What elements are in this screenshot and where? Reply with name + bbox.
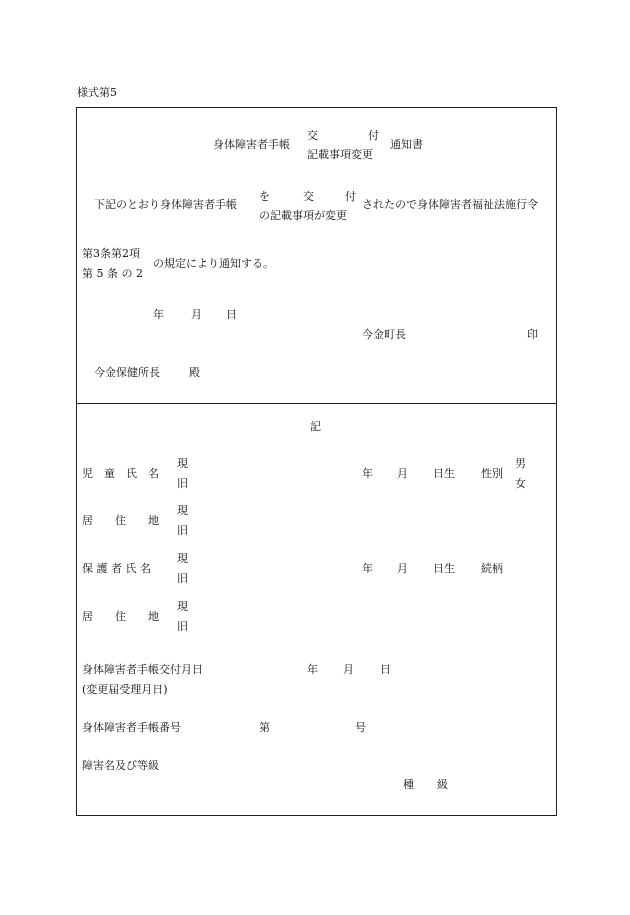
- statement-change: の記載事項が変更: [259, 209, 347, 222]
- child-sex-female: 女: [515, 477, 526, 490]
- statement-issue-kou: 交: [303, 190, 314, 203]
- child-sex-label: 性別: [481, 467, 503, 480]
- disability-grade: 級: [437, 778, 448, 791]
- child-old-mark: 旧: [177, 477, 188, 490]
- issue-date-year: 年: [307, 663, 318, 676]
- guardian-address-label: 居 住 地: [82, 610, 159, 623]
- guardian-name-label: 保 護 者 氏 名: [82, 562, 151, 575]
- child-sex-male: 男: [515, 457, 526, 470]
- title-prefix: 身体障害者手帳: [213, 138, 290, 151]
- statement-issue-fu: 付: [345, 190, 356, 203]
- form-number: 様式第5: [77, 86, 117, 99]
- guardian-address-current-mark: 現: [177, 600, 188, 613]
- statement-line1-end: されたので身体障害者福祉法施行令: [362, 198, 538, 211]
- child-birth-year: 年: [362, 467, 373, 480]
- child-address-label: 居 住 地: [82, 514, 159, 527]
- date-month: 月: [191, 308, 202, 321]
- guardian-birth-year: 年: [362, 562, 373, 575]
- date-year: 年: [153, 308, 164, 321]
- guardian-birth-month: 月: [397, 562, 408, 575]
- guardian-old-mark: 旧: [177, 572, 188, 585]
- ki-heading: 記: [310, 420, 321, 433]
- booklet-number-suffix: 号: [355, 721, 366, 734]
- statement-wo: を: [259, 190, 270, 203]
- booklet-number-label: 身体障害者手帳番号: [82, 721, 181, 734]
- seal-mark: 印: [527, 328, 538, 341]
- title-change: 記載事項変更: [307, 148, 373, 161]
- title-issue-fu: 付: [368, 129, 379, 142]
- booklet-number-prefix: 第: [259, 721, 270, 734]
- date-day: 日: [226, 308, 237, 321]
- title-issue-kou: 交: [307, 129, 318, 142]
- addressee-name: 今金保健所長: [94, 366, 160, 379]
- child-current-mark: 現: [177, 457, 188, 470]
- child-name-label: 児 童 氏 名: [82, 467, 159, 480]
- statement-ref1: 第3条第2項: [82, 247, 140, 260]
- guardian-birth-day: 日生: [433, 562, 455, 575]
- disability-type: 種: [403, 778, 414, 791]
- child-address-old-mark: 旧: [177, 524, 188, 537]
- child-birth-month: 月: [397, 467, 408, 480]
- child-address-current-mark: 現: [177, 504, 188, 517]
- addressee-honorific: 殿: [189, 366, 200, 379]
- issue-date-sublabel: (変更届受理月日): [82, 683, 168, 696]
- guardian-current-mark: 現: [177, 552, 188, 565]
- issue-date-day: 日: [380, 663, 391, 676]
- guardian-address-old-mark: 旧: [177, 620, 188, 633]
- child-birth-day: 日生: [433, 467, 455, 480]
- issue-date-month: 月: [343, 663, 354, 676]
- disability-label: 障害名及び等級: [82, 759, 159, 772]
- statement-line1-start: 下記のとおり身体障害者手帳: [94, 198, 237, 211]
- issue-date-label: 身体障害者手帳交付月日: [82, 663, 203, 676]
- statement-ref2: 第 5 条 の 2: [82, 267, 143, 280]
- issuer-name: 今金町長: [362, 328, 406, 341]
- guardian-relation-label: 続柄: [481, 562, 503, 575]
- title-suffix: 通知書: [390, 138, 423, 151]
- statement-line2-end: の規定により通知する。: [153, 257, 274, 270]
